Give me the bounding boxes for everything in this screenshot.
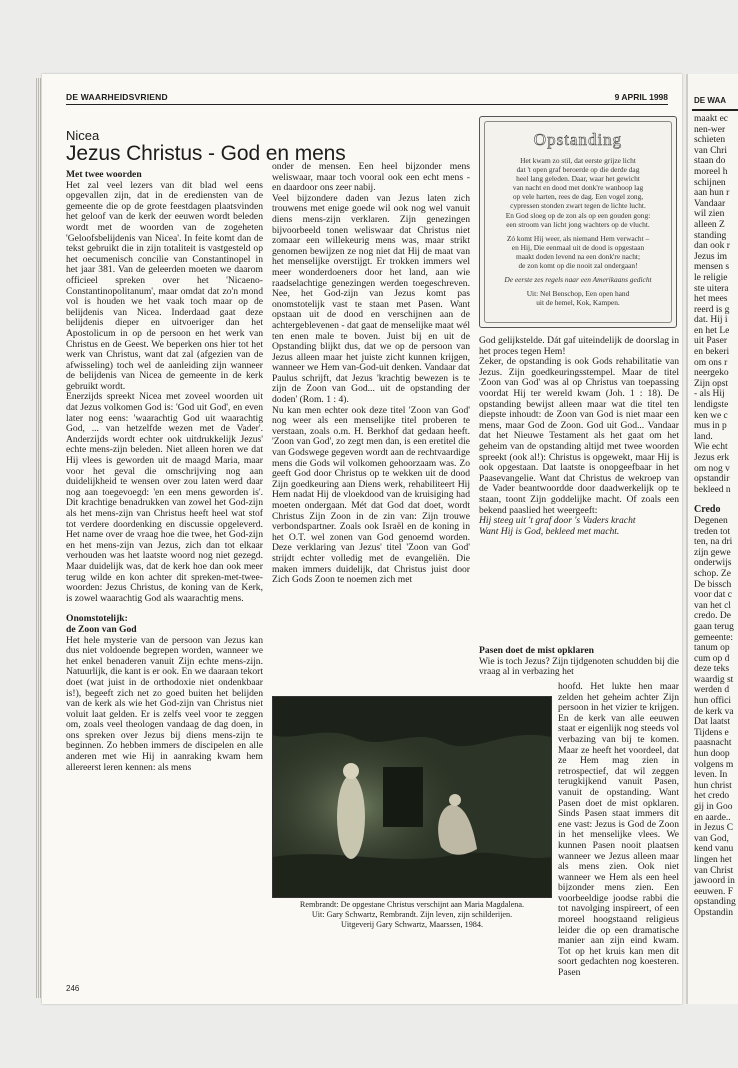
next-page-line: schieten [694,135,726,146]
next-page-line: maakt ec [694,114,729,124]
next-page-line: nen-wer [694,124,726,135]
running-header: DE WAARHEIDSVRIEND [66,92,168,102]
next-page-line: moreel h [694,166,728,177]
next-page-line: - als Hij [694,389,725,400]
next-page-line: ten, na dri [694,537,733,548]
next-page-line: hun offici [694,696,732,707]
next-page-line: Jezus erk [694,453,730,463]
painting-ground [273,853,551,897]
subheading: de Zoon van God [66,623,137,635]
column-2 [272,162,470,586]
next-page-line: ken we c [694,410,728,421]
magdalene-head [449,794,461,806]
paragraph: Veel bijzondere daden van Jezus laten zich trouwens met enige goede wil ook nog wel vanuit diens mens-zijn verklaren. Zijn genezingen bijvoorbeeld tonen weliswaar dat Christus niet zomaar een willekeurig mens was, maar strikt genomen bewijzen ze nog niet dat Hij de maat van het menselijke overstijgt. Er trokken immers wel meer wonderdoeners door het land, aan wie raadselachtige genezingen werden toegeschreven. Nee, het God-zijn van Jezus komt pas onomstotelijk vast te staan met Pasen. Want opstaan uit de dood en verschijnen aan de achtergeblevenen - dat gaat de menselijke maat wél ten enen male te boven. Juist bij en uit de Opstanding blijkt dus, dat we op de persoon van Jezus alleen maar het juiste zicht kunnen krijgen, wanneer we Hem van-God-uit denken. Vandaar dat Paulus schrijft, dat Jezus 'krachtig bewezen is te zijn de Zoon van God... uit de opstanding der doden' (Rom. 1 : 4). [272,192,470,406]
next-page-line: volgens m [694,759,734,770]
next-page-line: eeuwen. F [694,886,734,897]
paragraph: hoofd. Het lukte hen maar zelden het geheim achter Zijn persoon in het vizier te krijgen. En de kerk van alle eeuwen staat er eigenlijk nog steeds vol verbazing van bij te komen. Maar ze heeft het voordeel, dat ze Hem mag zien in retrospectief, dat wil zeggen terugkijkend vanuit Pasen, vanuit de opstanding. Want Pasen doet de mist opklaren. Sinds Pasen staat immers dit ene vast: Jezus is God de Zoon in het menselijke vlees. We kunnen Pasen nooit plaatsen wanneer we Jezus alleen maar als mens zien. Ook niet wanneer we Hem als een heel bijzonder mens zien. Een voorbeeldige joodse rabbi die tot navolging inspireert, of een moreel hoogstaand religieus leider die op een dramatische manier aan zijn eind kwam. Tot op het kruis kan men dit soort gedachten nog koesteren. Pasen [558,681,679,979]
poem-line: Zó komt Hij weer, als niemand Hem verwacht – [506,233,650,243]
poem-line: heel lang geleden. Daar, waar het gewicht [516,174,640,184]
paragraph: Enerzijds spreekt Nicea met zoveel woorden uit dat Jezus volkomen God is: 'God uit God', en even later nog eens: 'waarachtig God uit waarachtig God, ... van hetzelfde wezen met de Vader'. Anderzijds wordt echter ook uitdrukkelijk Jezus' echte mens-zijn beleden. Niet alleen horen we dat Hij vlees is geworden uit de maagd Maria, maar voor het geval die omschrijving nog aan duidelijkheid te wensen over zou laten werd daar nog aan toegevoegd: 'en een mens geworden is'. Dit krachtige benadrukken van zowel het God-zijn als het mens-zijn van Christus heeft heel wat stof tot verdere doordenking en discussie opgeleverd. Het name over de vraag hoe die twee, het God-zijn en het mens-zijn van Jezus, zich dan tot elkaar verhouden was het laatste woord nog niet gezegd. Maar duidelijk was, dat de kerk hoe dan ook meer terug wilde en kon achter dit spreken-met-twee-woorden: Jezus Christus, de koning van de Kerk, is zowel waarachtig God als waarachtig mens. [66,391,263,604]
next-page-line: ste uitera [694,283,729,294]
next-page-line: leven. In [694,770,728,781]
page-edge [40,78,41,998]
next-page-line: aan hun r [694,188,730,199]
next-page-line: opstandir [694,474,730,485]
next-page-line: lendigste [694,400,729,411]
next-page-line: het credo [694,791,730,802]
next-page-line: werden d [694,685,730,696]
next-page-subheading: Credo [694,504,721,516]
page-number: 246 [66,984,80,993]
next-page-line: De bissch [694,579,732,590]
next-page-line: voor dat c [694,590,732,601]
column-3-wrap [558,682,679,979]
next-page-line: mus in p [694,421,727,432]
next-page-line: neergeko [694,368,729,379]
painting-caption [272,900,552,930]
next-page-line: gemeente: [694,632,734,643]
poem-line: cypressen stonden zwart tegen de lichte lucht. [510,201,646,211]
poem-credit [485,289,671,307]
paragraph: onder de mensen. Een heel bijzonder mens weliswaar, maar toch vooral ook een echt mens - en daardoor ons zeer nabij. [272,161,470,194]
next-page-line: schop. Ze [694,568,731,579]
next-page-line: standing [694,230,727,241]
quote-line: Want Hij is God, bekleed met macht. [479,525,620,537]
next-page-line: tanum op [694,643,730,654]
poem-source-note: De eerste zes regels naar een Amerikaans gedicht [504,275,652,285]
paragraph: God gelijkstelde. Dát gaf uiteindelijk de doorslag in het proces tegen Hem! [479,335,679,357]
poem-title: Opstanding [533,130,623,149]
christ-head [343,763,359,779]
next-page-line: van God, [694,833,729,844]
next-page-line: mensen s [694,262,730,273]
next-page-line: van het cl [694,600,731,611]
column-1 [66,170,263,773]
next-page-line: onderwijs [694,558,732,569]
christ-figure [337,775,365,859]
subheading: Onomstotelijk: [66,613,128,625]
next-page-line: en aarde.. [694,812,731,823]
next-page-line: lingen het [694,854,732,865]
next-page-line: zijn gewe [694,547,731,558]
poem-credit-line: Uit: Nel Benschop, Een open hand [526,289,630,299]
poem-line: dat 't open graf beroerde op die derde dag [516,165,640,175]
caption-line-2: Uit: Gary Schwartz, Rembrandt. Zijn leven, zijn schilderijen. [311,910,513,919]
tomb-opening [383,767,423,827]
next-page-line: cum op d [694,653,730,664]
poem-line: maakt doden levend na een donk're nacht; [515,251,641,261]
next-page-line: dan ook r [694,241,730,252]
next-page-line: Tijdens e [694,727,729,738]
quote-line: Hij steeg uit 't graf door 's Vaders kracht [479,515,636,527]
paragraph: Het zal veel lezers van dit blad wel eens opgevallen zijn, dat in de erediensten van de gemeente die op de grote feestdagen plaatsvinden het geloof van de kerk der eeuwen wordt beleden wordt met de woorden van de zogeheten 'Geloofsbelijdenis van Nicea'. In feite komt dan de tekst gebruikt die in zijn totaliteit is vastgesteld op het oecumenisch concilie van Constantinopel in het jaar 381. Van de geleerden moeten we daarom officieel spreken over het 'Nicaeno-Constantinopolitanum', maar omdat dat zo'n mond vol is houden we het vaak toch maar op de belijdenis van Nicea. Inderdaad gaat deze belijdenis dieper en uitvoeriger dan het Apostolicum in op de persoon en het werk van Christus en de Geest. We beperken ons hier tot het werk van Christus, want dat zal (afgezien van de afwisseling) toch wel de aanleiding zijn wanneer de belijdenis van Nicea de gemeente in de kerk gebruikt wordt. [66,179,263,392]
caption-line-1: Rembrandt: De opgestane Christus verschijnt aan Maria Magdalena. [299,900,525,909]
subheading: Pasen doet de mist opklaren [479,645,594,656]
painting-illustration [273,697,551,897]
next-page-line: gij in Goo [694,802,733,812]
poem-line: op vele harten, rees de dag. Een vogel zong, [512,192,644,202]
poem-line: En God sloeg op de zon als op een gouden gong: [505,210,651,220]
next-page-line: kend vanu [694,844,734,855]
next-page-line: om ons r [694,357,728,368]
next-page-line: van Christ [694,865,734,876]
next-page-line: om nog v [694,463,730,474]
next-page-fragment [686,74,738,1004]
next-page-line: Jezus im [694,251,727,262]
poem-frame [484,121,672,323]
next-page-line: staan do [694,156,726,167]
next-page-header: DE WAA [694,96,726,105]
header-rule [66,104,668,105]
poem-line: de zon komt op die nooit zal ondergaan! [518,261,638,271]
magazine-page [42,74,682,1004]
next-page-column [694,114,738,919]
poem-stanza-2 [485,234,671,270]
next-page-line: en het Le [694,325,730,336]
paragraph: Wie is toch Jezus? Zijn tijdgenoten schudden bij die vraag al in verbazing het [479,655,679,678]
next-page-line: in Jezus C [694,823,734,834]
issue-date: 9 APRIL 1998 [614,92,668,102]
article-title: Jezus Christus - God en mens [66,142,346,165]
next-page-line: le religie [694,272,728,283]
next-page-line: jawoord in [694,876,735,887]
poem-line: van nacht en dood met donk're wanhoop lag [512,183,644,193]
column-3-lower [479,646,679,678]
next-page-line: Dat laatst [694,717,731,728]
poem-credit-line: uit de hemel, Kok, Kampen. [536,298,620,308]
next-page-line: hun christ [694,780,732,791]
poem-line: en Hij, Die eenmaal uit de dood is opgestaan [511,242,645,252]
next-page-line: deze teks [694,664,730,675]
next-page-line: schijnen [694,177,726,188]
next-page-line: opstanding [694,897,736,908]
poem-stanza-1 [485,156,671,229]
next-page-line: bekleed n [694,484,731,495]
rembrandt-painting [272,696,552,898]
caption-line-3: Uitgeverij Gary Schwartz, Maarssen, 1984. [340,920,484,929]
next-page-line: Zijn opst [694,378,729,389]
poem-line: een stroom van licht jong wachters op de vlucht. [506,219,650,229]
next-page-line: wil zien [694,209,725,220]
article-kicker: Nicea [66,128,100,143]
next-page-line: Wie echt [694,442,728,453]
paragraph: Nu kan men echter ook deze titel 'Zoon van God' nog weer als een menselijke titel proberen te verstaan, zoals o.m. H. Berkhof dat gedaan heeft. 'Zoon van God', zo zegt men dan, is een eretitel die van Godswege gegeven wordt aan de rechtvaardige mens die Gods wil volkomen gehoorzaam was. Zo geeft God door Christus op te wekken uit de dood Zijn goedkeuring aan Diens werk, rehabiliteert Hij Hem nadat Hij de vloekdood van de kruisiging had moeten ondergaan. Mét dat God dat doet, wordt Christus Zijn Zoon in de zin van: Zijn trouwe verbondspartner. Zoals ook Israël en de koning in het O.T. wel zonen van God genoemd worden. Deze verklaring van Jezus' titel 'Zoon van God' strijdt echter volledig met de evangeliën. Die maken immers duidelijk, dat Christus juist door Zich Gods Zoon te noemen zich met [272,404,470,586]
next-page-line: het mees [694,294,728,305]
next-page-line: reerd is g [694,304,730,315]
subheading: Met twee woorden [66,169,142,180]
next-page-line: waardig st [694,674,734,685]
next-page-line: alleen Z [694,219,725,230]
next-page-line: dat. Hij i [694,315,728,326]
next-page-line: hun doop [694,749,730,760]
paragraph: Zeker, de opstanding is ook Gods rehabilitatie van Jezus. Zijn goedkeuringsstempel. Maar de titel 'Zoon van God' was al op Christus van toepassing voordat Hij ter wereld kwam (Joh. 1 : 18). De opstanding bewijst alleen maar wat die titel ten diepste inhoudt: de Zoon van God is niet maar een mens, maar God de Zoon. God uit God... Vandaar dat het Nieuwe Testament als het gaat om het geheim van de opstanding altijd met twee woorden spreekt (ook al!): Christus is opgewekt, maar Hij is ook opgestaan. Dat laatste is onopgeefbaar in het Paasevangelie. Want dat Christus de wekroep van de Vader beantwoordde door daadwerkelijk op te staan, toont Zijn goddelijke macht. Of zoals een bekend paaslied het weergeeft: [479,356,679,516]
next-page-line: de kerk va [694,706,734,717]
next-page-line: treden tot [694,526,731,537]
next-page-line: uit Paser [694,336,727,347]
poem-box [479,116,677,328]
page-edge [38,78,39,998]
poem-line: Het kwam zo stil, dat eerste grijze licht [520,156,636,165]
next-page-line: Opstandin [694,907,734,918]
page-edge [36,78,37,998]
next-page-line: Degenen [694,515,728,526]
next-page-line: en bekeri [694,347,730,358]
next-page-line: van Chri [694,145,727,156]
next-page-line: credo. De [694,611,731,622]
next-page-line: land. [694,431,713,442]
next-page-line: Vandaar [694,198,726,209]
next-page-line: paasnacht [694,738,732,749]
next-page-line: gaan terug [694,621,734,632]
next-page-rule [692,109,738,111]
column-3 [479,336,679,537]
paragraph: Het hele mysterie van de persoon van Jezus kan dus niet voldoende begrepen worden, wanneer we het enkel benaderen vanuit Zijn echte mens-zijn. Natuurlijk, die kant is er ook. En we daaraan tekort doet (wat juist in de orthodoxie niet ondenkbaar is!), begeeft zich net zo goed buiten het belijden van de kerk als wie het God-zijn van Christus niet voluit laat gelden. Er is zelfs veel voor te zeggen om, zoals veel theologen vandaag de dag doen, in ons spreken over Jezus bij diens mens-zijn te beginnen. Zo hebben immers de discipelen en alle anderen met wie Hij in aanraking kwam hem allereerst leren kennen: als mens [66,634,263,773]
